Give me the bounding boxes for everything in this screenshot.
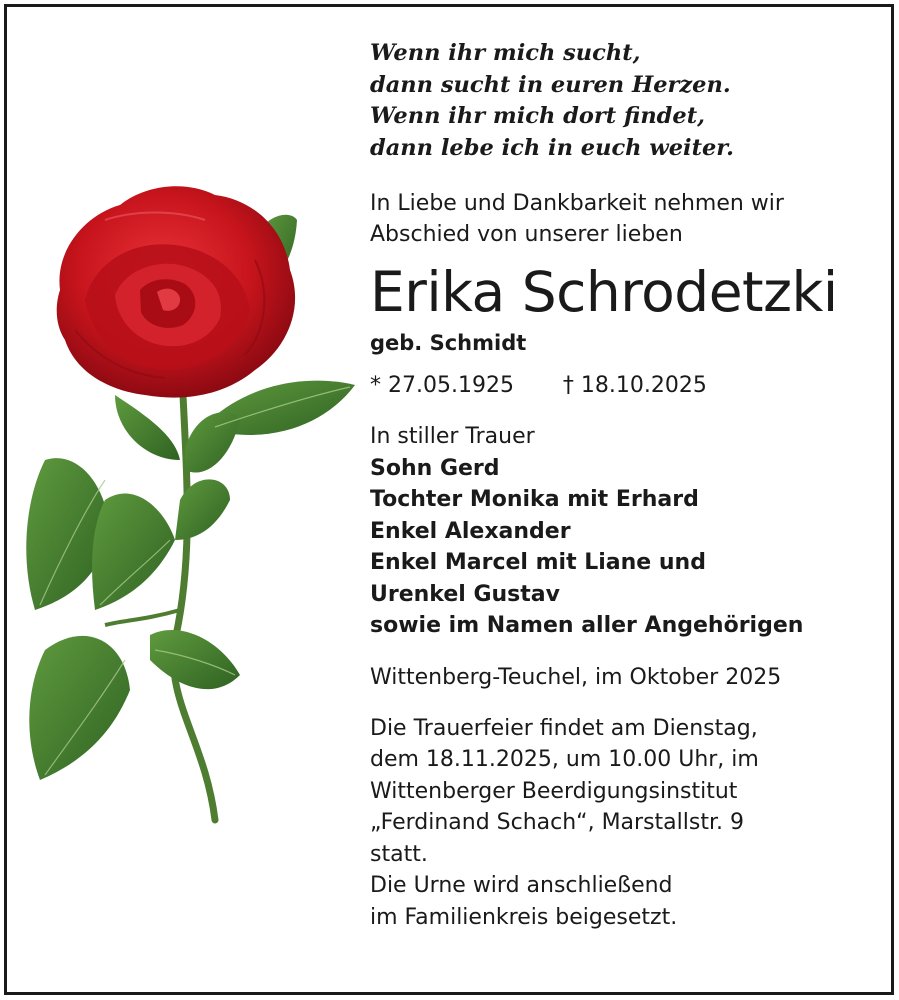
mourner: Tochter Monika mit Erhard	[370, 487, 699, 512]
maiden-name: geb. Schmidt	[370, 331, 527, 355]
service-line: statt.	[370, 841, 428, 867]
mourner: Enkel Marcel mit Liane und	[370, 550, 706, 575]
place-date: Wittenberg-Teuchel, im Oktober 2025	[370, 664, 782, 690]
poem-line: Wenn ihr mich dort findet,	[370, 103, 705, 129]
red-rose-icon	[15, 180, 365, 830]
service-line: Wittenberger Beerdigungsinstitut	[370, 778, 738, 804]
intro-line: In Liebe und Dankbarkeit nehmen wir	[370, 191, 784, 216]
intro-text	[370, 188, 880, 250]
birth-date: * 27.05.1925	[370, 373, 514, 398]
poem-line: dann lebe ich in euch weiter.	[370, 134, 734, 161]
mourner: Enkel Alexander	[370, 518, 571, 544]
service-line: Die Urne wird anschließend	[370, 873, 673, 898]
mourner: sowie im Namen aller Angehörigen	[370, 613, 804, 638]
mourner: Urenkel Gustav	[370, 581, 560, 607]
poem-line: Wenn ihr mich sucht,	[370, 40, 641, 66]
mourner: Sohn Gerd	[370, 455, 500, 481]
service-line: „Ferdinand Schach“, Marstallstr. 9	[370, 810, 744, 835]
mourners-section	[370, 421, 880, 642]
intro-line: Abschied von unserer lieben	[370, 222, 683, 247]
mourning-intro: In stiller Trauer	[370, 424, 535, 449]
poem-line: dann sucht in euren Herzen.	[370, 71, 731, 98]
service-info	[370, 713, 880, 934]
obituary-text	[370, 38, 880, 933]
service-line: im Familienkreis beigesetzt.	[370, 904, 678, 930]
service-line: dem 18.11.2025, um 10.00 Uhr, im	[370, 747, 759, 772]
poem	[370, 38, 880, 164]
deceased-name: Erika Schrodetzki	[370, 260, 838, 324]
life-dates	[370, 370, 880, 401]
service-line: Die Trauerfeier findet am Dienstag,	[370, 715, 758, 741]
death-date: † 18.10.2025	[562, 373, 707, 398]
